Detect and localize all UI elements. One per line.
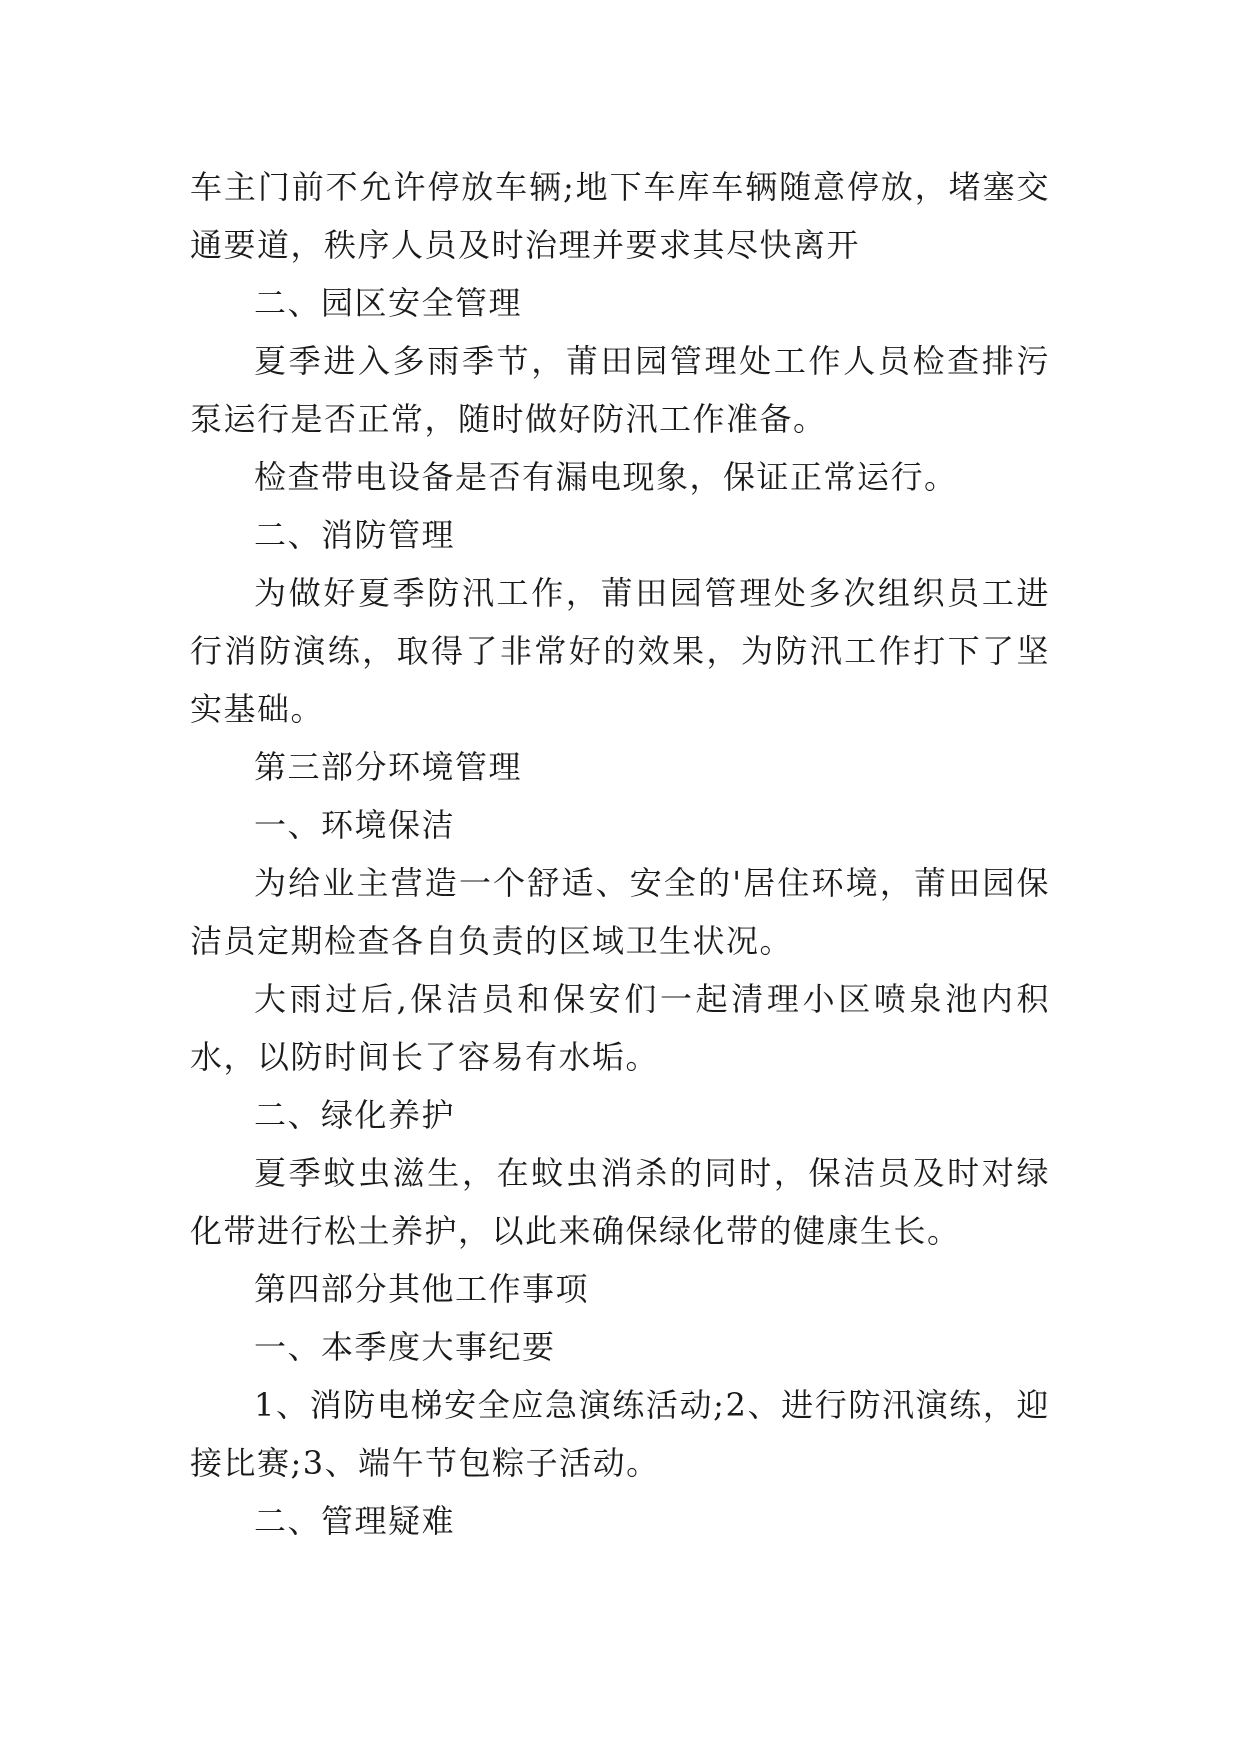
part-heading: 第四部分其他工作事项 xyxy=(254,1270,590,1308)
section-heading: 二、管理疑难 xyxy=(254,1502,456,1540)
section-heading: 二、绿化养护 xyxy=(254,1096,456,1134)
paragraph: 为做好夏季防汛工作，莆田园管理处多次组织员工进行消防演练，取得了非常好的效果，为防汛工作打下了坚实基础。 xyxy=(190,574,1050,728)
paragraph: 车主门前不允许停放车辆;地下车库车辆随意停放，堵塞交通要道，秩序人员及时治理并要求其尽快离开 xyxy=(190,168,1050,264)
paragraph: 大雨过后,保洁员和保安们一起清理小区喷泉池内积水，以防时间长了容易有水垢。 xyxy=(190,980,1050,1076)
paragraph: 1、消防电梯安全应急演练活动;2、进行防汛演练，迎接比赛;3、端午节包粽子活动。 xyxy=(190,1386,1050,1482)
section-heading: 二、园区安全管理 xyxy=(254,284,523,322)
document-body xyxy=(190,158,1050,1550)
paragraph: 夏季蚊虫滋生，在蚊虫消杀的同时，保洁员及时对绿化带进行松土养护，以此来确保绿化带的健康生长。 xyxy=(190,1154,1050,1250)
section-heading: 一、本季度大事纪要 xyxy=(254,1328,556,1366)
section-heading: 二、消防管理 xyxy=(254,516,456,554)
paragraph: 检查带电设备是否有漏电现象，保证正常运行。 xyxy=(254,458,958,496)
part-heading: 第三部分环境管理 xyxy=(254,748,523,786)
paragraph: 为给业主营造一个舒适、安全的'居住环境，莆田园保洁员定期检查各自负责的区域卫生状况。 xyxy=(190,864,1050,960)
section-heading: 一、环境保洁 xyxy=(254,806,456,844)
paragraph: 夏季进入多雨季节，莆田园管理处工作人员检查排污泵运行是否正常，随时做好防汛工作准备。 xyxy=(190,342,1050,438)
